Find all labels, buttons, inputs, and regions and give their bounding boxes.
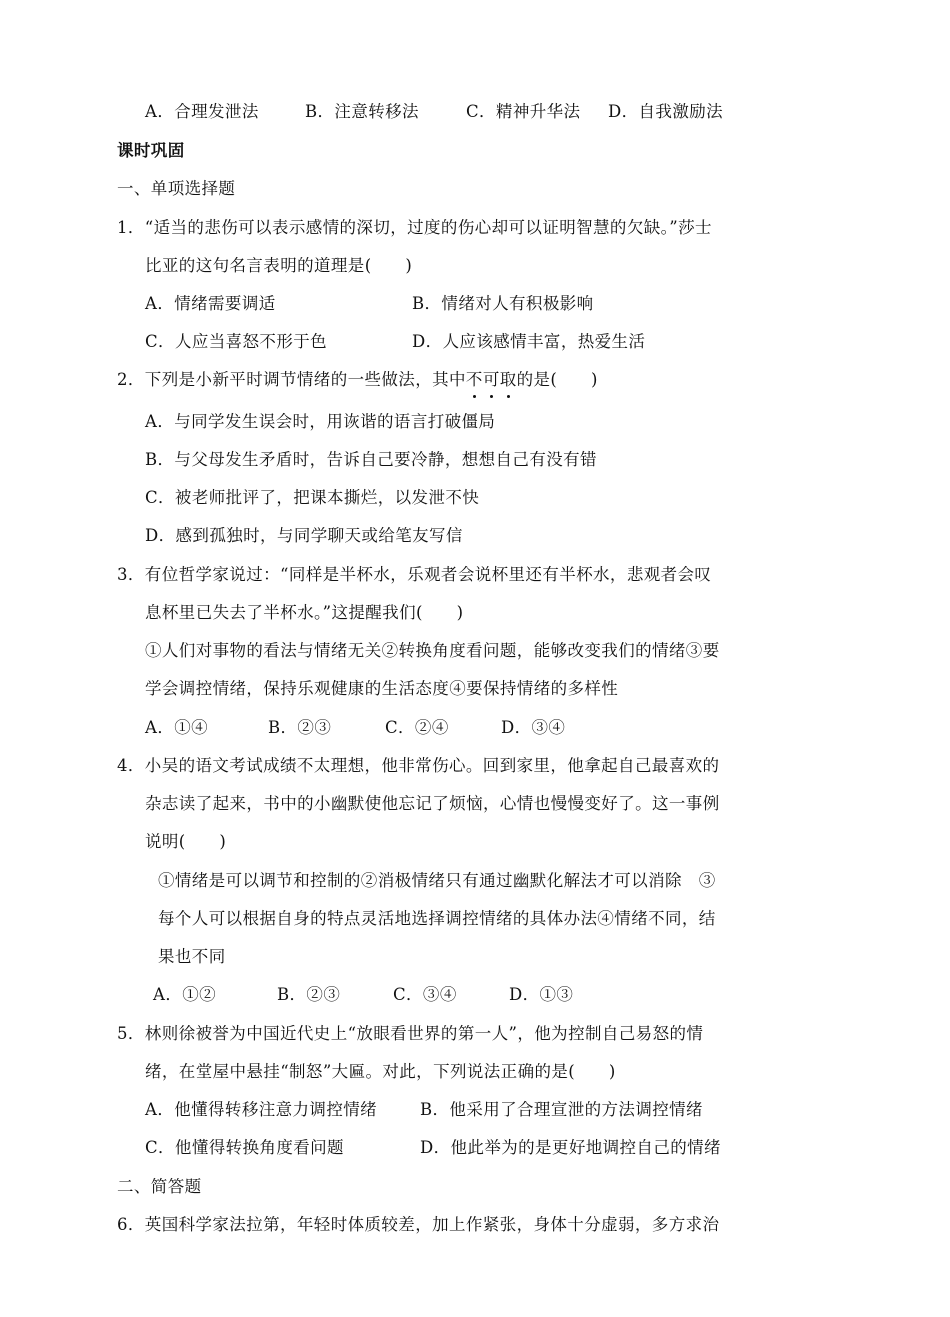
q6-stem-line1: 6．英国科学家法拉第，年轻时体质较差，加上作紧张，身体十分虚弱，多方求治 [117, 1215, 720, 1234]
q2-stem-post: 的是( ) [516, 370, 598, 389]
q3-statement-line1: ①人们对事物的看法与情绪无关②转换角度看问题，能够改变我们的情绪③要 [145, 641, 720, 660]
q2-stem [117, 369, 598, 391]
q2-emphasis-char: 取 [499, 370, 517, 389]
prev-option-d: D．自我激励法 [608, 102, 724, 121]
q4-option-c: C．③④ [393, 985, 457, 1004]
q2-stem-pre: 2．下列是小新平时调节情绪的一些做法，其中 [117, 370, 466, 389]
q5-option-c: C．他懂得转换角度看问题 [145, 1138, 344, 1157]
q2-emphasis-char: 可 [482, 370, 500, 389]
q1-option-b: B．情绪对人有积极影响 [412, 294, 594, 313]
q5-option-a: A．他懂得转移注意力调控情绪 [145, 1100, 378, 1119]
q2-emphasis-char: 不 [465, 370, 483, 389]
q4-stem-line2: 杂志读了起来，书中的小幽默使他忘记了烦恼，心情也慢慢变好了。这一事例 [145, 794, 720, 813]
q4-option-d: D．①③ [509, 985, 574, 1004]
q4-statement-line1: ①情绪是可以调节和控制的②消极情绪只有通过幽默化解法才可以消除 ③ [158, 871, 716, 890]
q4-stem-line1: 4．小吴的语文考试成绩不太理想，他非常伤心。回到家里，他拿起自己最喜欢的 [117, 756, 720, 775]
prev-option-b: B．注意转移法 [305, 102, 419, 121]
q3-stem-line1: 3．有位哲学家说过：“同样是半杯水，乐观者会说杯里还有半杯水，悲观者会叹 [117, 565, 712, 584]
q2-option-c: C．被老师批评了，把课本撕烂，以发泄不快 [145, 488, 480, 507]
q1-stem-line1: 1．“适当的悲伤可以表示感情的深切，过度的伤心却可以证明智慧的欠缺。”莎士 [117, 218, 712, 237]
q3-option-c: C．②④ [385, 718, 449, 737]
q4-statement-line3: 果也不同 [158, 947, 226, 966]
q5-stem-line1: 5．林则徐被誉为中国近代史上“放眼看世界的第一人”，他为控制自己易怒的情 [117, 1024, 704, 1043]
q2-option-d: D．感到孤独时，与同学聊天或给笔友写信 [145, 526, 463, 545]
q4-option-b: B．②③ [277, 985, 341, 1004]
q2-option-b: B．与父母发生矛盾时，告诉自己要冷静，想想自己有没有错 [145, 450, 597, 469]
part1-title: 一、单项选择题 [117, 179, 236, 198]
q4-stem-line3: 说明( ) [145, 832, 227, 851]
prev-option-a: A．合理发泄法 [145, 102, 259, 121]
q1-option-d: D．人应该感情丰富，热爱生活 [412, 332, 646, 351]
q3-option-d: D．③④ [501, 718, 566, 737]
q2-option-a: A．与同学发生误会时，用诙谐的语言打破僵局 [145, 412, 496, 431]
section-title: 课时巩固 [117, 141, 185, 160]
q4-option-a: A．①② [153, 985, 217, 1004]
q5-option-d: D．他此举为的是更好地调控自己的情绪 [420, 1138, 721, 1157]
q5-stem-line2: 绪，在堂屋中悬挂“制怒”大匾。对此，下列说法正确的是( ) [145, 1062, 616, 1081]
q3-statement-line2: 学会调控情绪，保持乐观健康的生活态度④要保持情绪的多样性 [145, 679, 619, 698]
q4-statement-line2: 每个人可以根据自身的特点灵活地选择调控情绪的具体办法④情绪不同，结 [158, 909, 716, 928]
q3-option-b: B．②③ [268, 718, 332, 737]
q1-option-a: A．情绪需要调适 [145, 294, 276, 313]
q1-option-c: C．人应当喜怒不形于色 [145, 332, 328, 351]
q5-option-b: B．他采用了合理宣泄的方法调控情绪 [420, 1100, 703, 1119]
prev-option-c: C．精神升华法 [466, 102, 581, 121]
q3-option-a: A．①④ [145, 718, 209, 737]
part2-title: 二、简答题 [117, 1177, 202, 1196]
q3-stem-line2: 息杯里已失去了半杯水。”这提醒我们( ) [145, 603, 464, 622]
q1-stem-line2: 比亚的这句名言表明的道理是( ) [145, 256, 413, 275]
